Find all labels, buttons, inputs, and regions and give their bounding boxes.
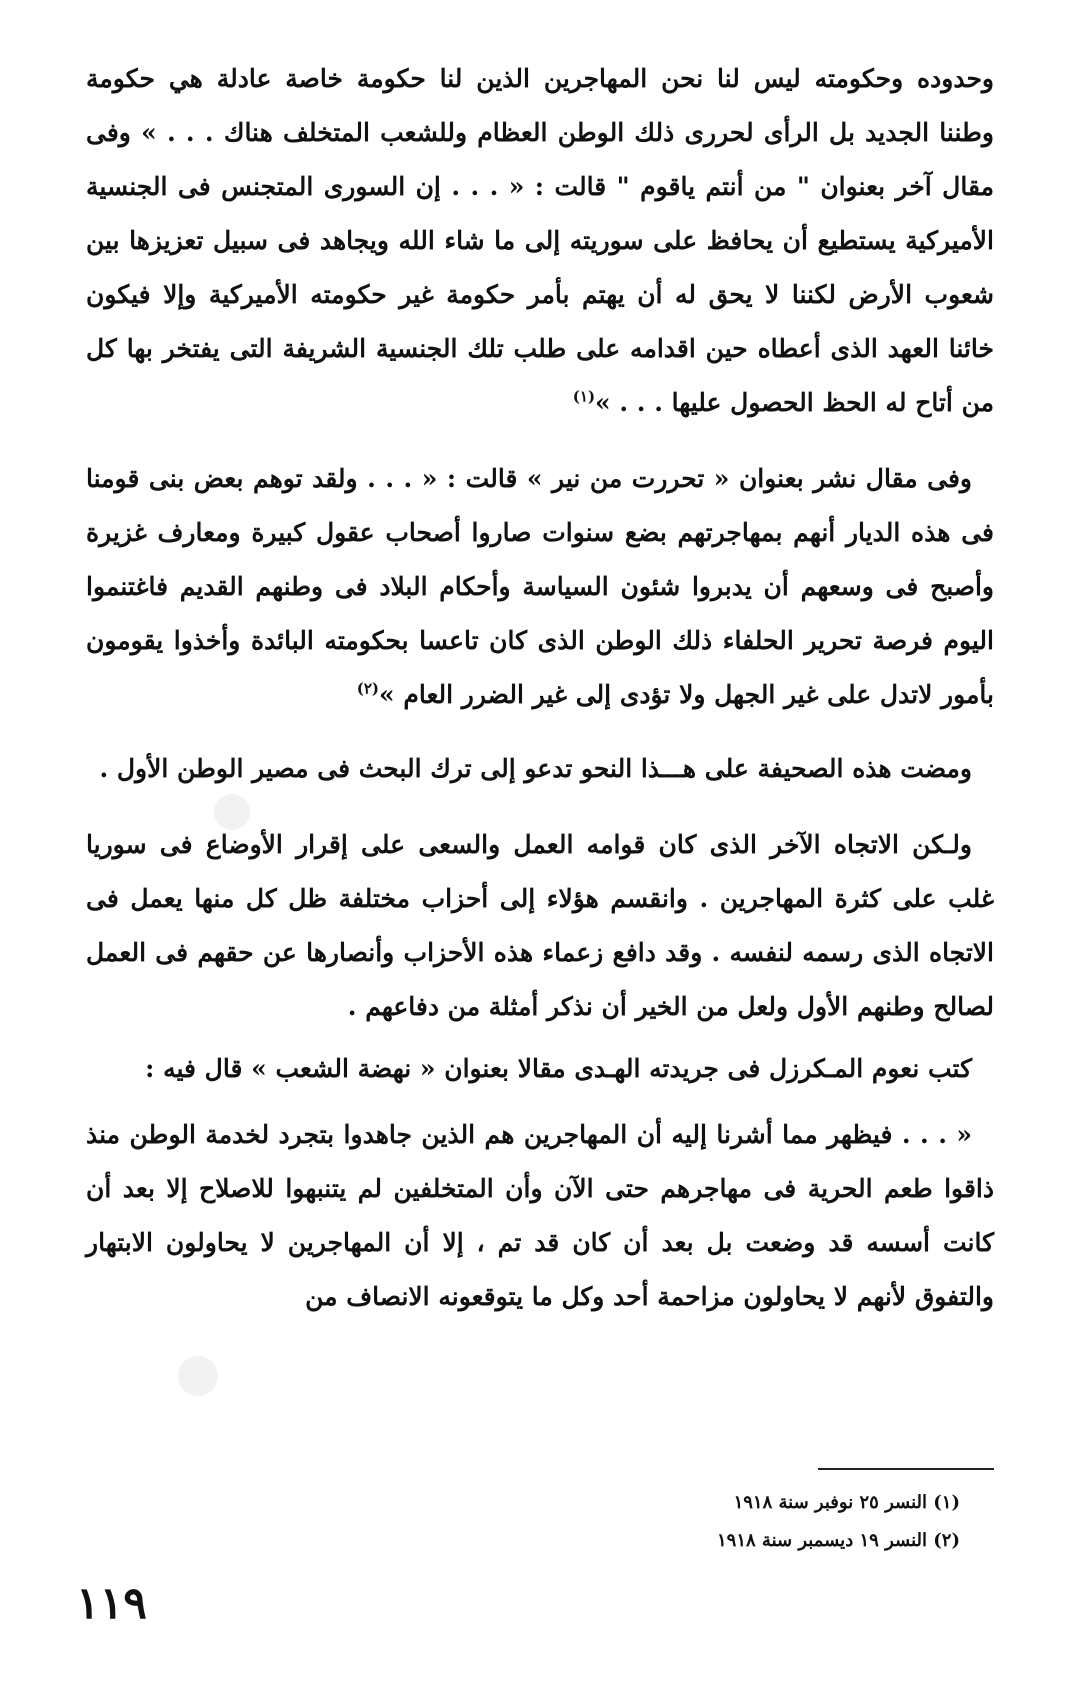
- footnote-ref-2: (٢): [356, 679, 380, 698]
- footnote-1: (١) النسر ٢٥ نوفبر سنة ١٩١٨: [733, 1492, 960, 1513]
- main-text: [86, 52, 994, 1324]
- paragraph-3: ومضت هذه الصحيفة على هـــذا النحو تدعو إلى ترك البحث فى مصير الوطن الأول .: [99, 754, 972, 783]
- footnote-divider: [818, 1468, 994, 1470]
- paragraph-4: ولـكن الاتجاه الآخر الذى كان قوامه العمل والسعى على إقرار الأوضاع فى سوريا غلب على كثرة المهاجرين . وانقسم هؤلاء إلى أحزاب مختلفة ظل كل منها يعمل فى الاتجاه الذى رسمه لنفسه . وقد دافع زعماء هذه الأحزاب وأنصارها عن حقهم فى العمل لصالح وطنهم الأول ولعل من الخير أن نذكر أمثلة من دفاعهم .: [86, 830, 994, 1021]
- footnote-2: (٢) النسر ١٩ ديسمبر سنة ١٩١٨: [716, 1530, 960, 1551]
- paragraph-1-text: وحدوده وحكومته ليس لنا نحن المهاجرين الذين لنا حكومة خاصة عادلة هي حكومة وطننا الجديد بل الرأى لحررى ذلك الوطن العظام وللشعب المتخلف هناك . . . » وفى مقال آخر بعنوان " من أنتم ياقوم " قالت : « . . . إن السورى المتجنس فى الجنسية الأميركية يستطيع أن يحافظ على سوريته إلى ما شاء الله ويجاهد فى سبيل تعزيزها بين شعوب الأرض لكننا لا يحق له أن يهتم بأمر حكومة غير حكومته الأميركية وإلا فيكون خائنا العهد الذى أعطاه حين اقدامه على طلب تلك الجنسية الشريفة التى يفتخر بها كل من أتاح له الحظ الحصول عليها . . . »: [86, 64, 994, 417]
- paragraph-2-text: وفى مقال نشر بعنوان « تحررت من نير » قالت : « . . . ولقد توهم بعض بنى قومنا فى هذه الديار أنهم بمهاجرتهم بضع سنوات صاروا أصحاب عقول كبيرة ومعارف غزيرة وأصبح فى وسعهم أن يدبروا شئون السياسة وأحكام البلاد فى وطنهم القديم فاغتنموا اليوم فرصة تحرير الحلفاء ذلك الوطن الذى كان تاعسا بحكومته البائدة وأخذوا يقومون بأمور لاتدل على غير الجهل ولا تؤدى إلى غير الضرر العام »: [86, 464, 994, 709]
- paragraph-2: [86, 452, 994, 722]
- footnote-ref-1: (١): [572, 387, 596, 406]
- paragraph-1: [86, 52, 994, 430]
- page-number: ١١٩: [76, 1578, 147, 1629]
- footnotes: [500, 1484, 960, 1560]
- paragraph-5: كتب نعوم المـكرزل فى جريدته الهـدى مقالا بعنوان « نهضة الشعب » قال فيه :: [145, 1054, 972, 1083]
- scan-speck: [178, 1356, 218, 1396]
- paragraph-6: « . . . فيظهر مما أشرنا إليه أن المهاجرين هم الذين جاهدوا بتجرد لخدمة الوطن منذ ذاقوا طعم الحرية فى مهاجرهم حتى الآن وأن المتخلفين لم يتنبهوا للاصلاح إلا بعد أن كانت أسسه قد وضعت بل بعد أن كان قد تم ، إلا أن المهاجرين لا يحاولون الابتهار والتفوق لأنهم لا يحاولون مزاحمة أحد وكل ما يتوقعونه الانصاف من: [86, 1120, 994, 1311]
